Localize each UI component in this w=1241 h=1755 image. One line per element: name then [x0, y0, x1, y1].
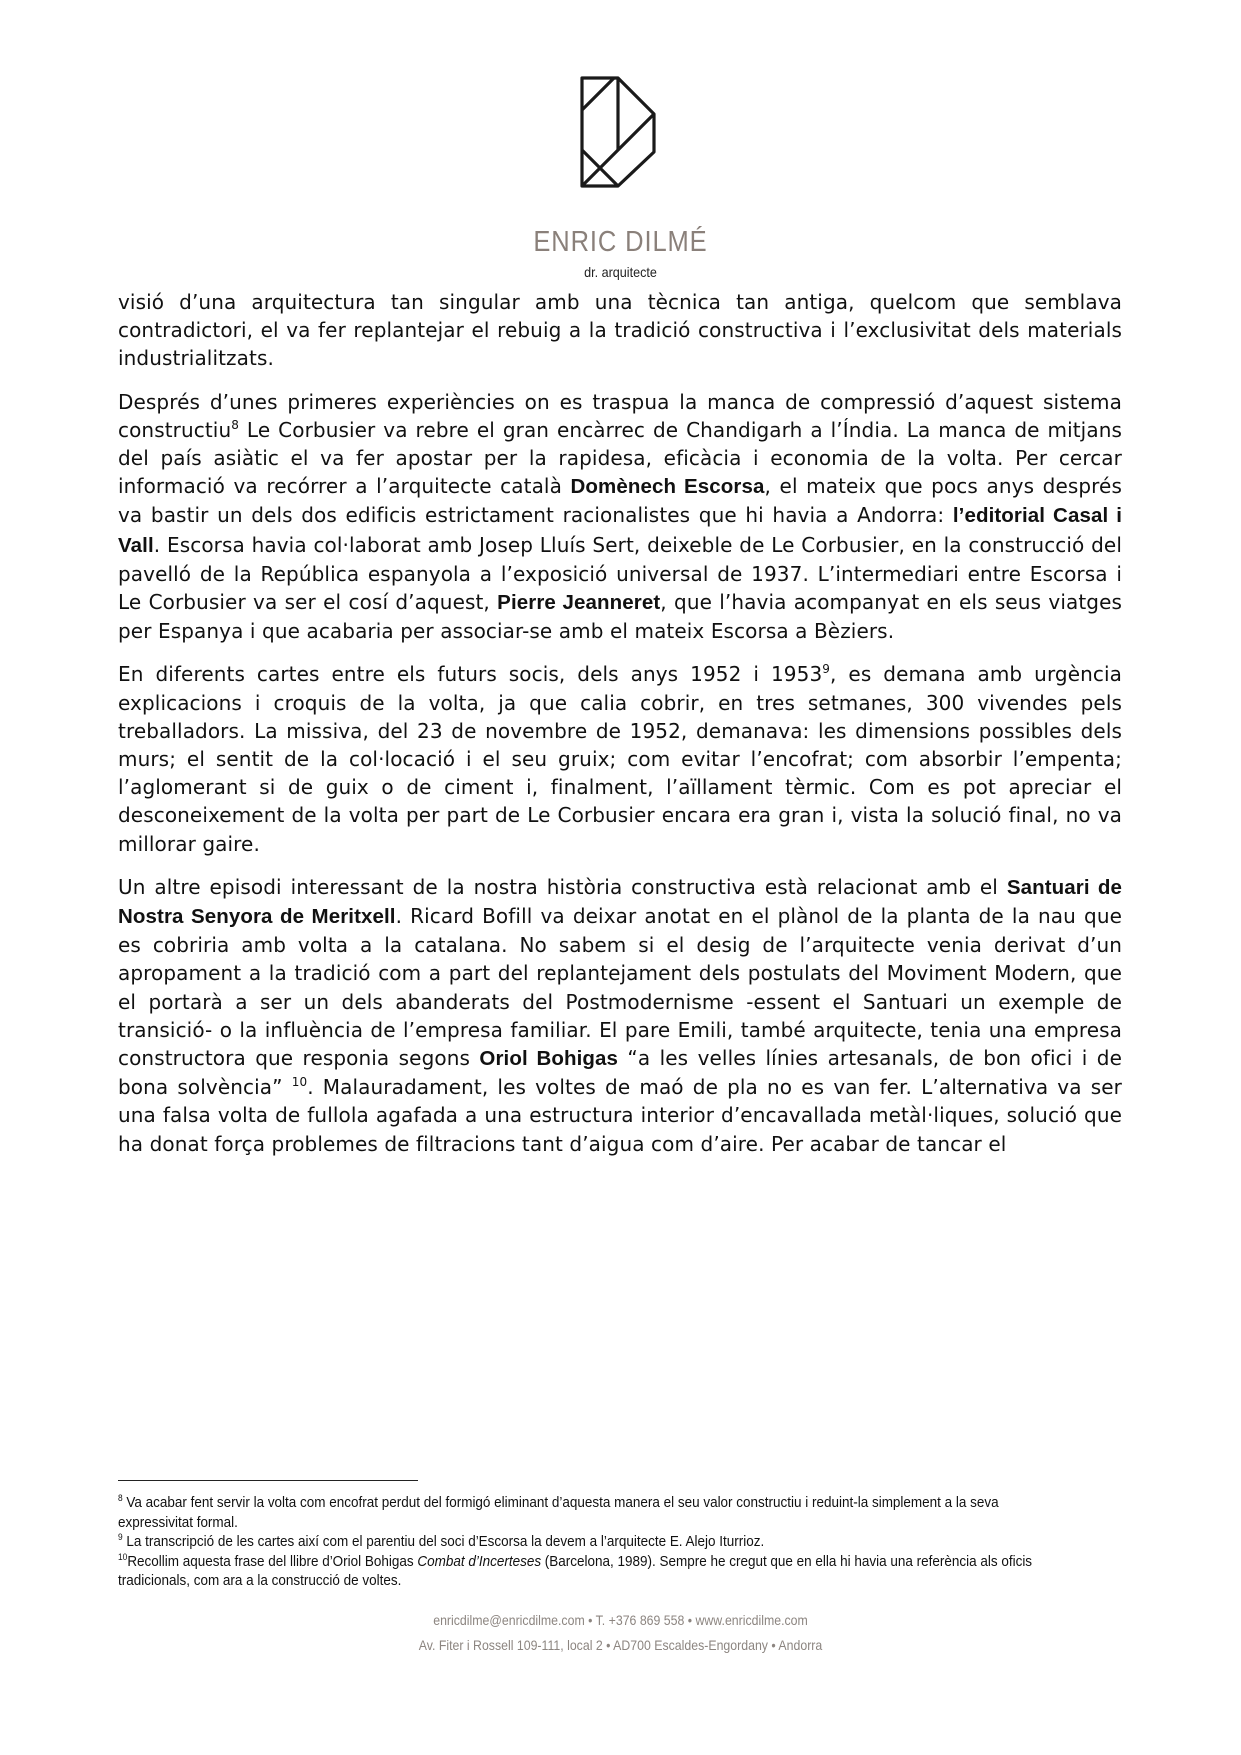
- text-segment: Després d’unes primeres experiències on es traspua la manca de compressió d’aquest sistema constructiu: [118, 389, 1122, 442]
- text-segment: visió d’una arquitectura tan singular amb una tècnica tan antiga, quelcom que semblava contradictori, el va fer replantejar el rebuig a la tradició constructiva i l’exclusivitat dels materials industrialitzats.: [118, 290, 1122, 371]
- footnote-10: [118, 1553, 1057, 1592]
- footnote-ref[interactable]: 9: [822, 662, 831, 677]
- text-segment: Le Corbusier va rebre el gran encàrrec de Chandigarh a l’Índia. La manca de mitjans del país asiàtic el va fer apostar per la rapidesa, eficàcia i economia de la volta. Per cercar informació va recórrer a l’arquitecte català: [118, 417, 1122, 499]
- paragraph: [118, 873, 1122, 1158]
- bold-name: Oriol Bohigas: [479, 1047, 619, 1071]
- brand-subtitle: dr. arquitecte: [584, 264, 657, 280]
- bold-name: Pierre Jeanneret: [497, 591, 661, 615]
- footnote-number: 9: [118, 1532, 123, 1542]
- text-segment: , es demana amb urgència explicacions i croquis de la volta, ja que calia cobrir, en tres setmanes, 300 vivendes pels treballadors. La missiva, del 23 de novembre de 1952, demanava: les dimensions possibles dels murs; el sentit de la col·locació i el seu gruix; com evitar l’encofrat; com absorbir l’empenta; l’aglomerant si de guix o de ciment i, finalment, l’aïllament tèrmic. Com es pot apreciar el desconeixement de la volta per part de Le Corbusier encara era gran i, vista la solució final, no va millorar gaire.: [118, 662, 1123, 856]
- brand-name: ENRIC DILMÉ: [533, 226, 708, 258]
- text-segment: “a les velles línies artesanals, de bon ofici i de bona solvència”: [118, 1046, 1122, 1100]
- footnote-8: [118, 1494, 1057, 1533]
- body-text: [118, 288, 1122, 1173]
- footer-contact: enricdilme@enricdilme.com • T. +376 869 558 • www.enricdilme.com: [433, 1612, 808, 1628]
- footer-address: Av. Fiter i Rossell 109-111, local 2 • AD700 Escaldes-Engordany • Andorra: [418, 1637, 823, 1653]
- book-title: Combat d’Incerteses: [417, 1553, 542, 1570]
- text-segment: . Escorsa havia col·laborat amb Josep Lluís Sert, deixeble de Le Corbusier, en la construcció del pavelló de la República espanyola a l’exposició universal de 1937. L’intermediari entre Escorsa i Le Corbusier va ser el cosí d’aquest,: [118, 532, 1122, 615]
- bold-name: l’editorial Casal i Vall: [118, 504, 1122, 557]
- paragraph: [118, 660, 1122, 857]
- bold-name: Santuari de Nostra Senyora de Meritxell: [118, 875, 1122, 929]
- paragraph: [118, 388, 1122, 646]
- text-segment: , que l’havia acompanyat en els seus viatges per Espanya i que acabaria per associar-se amb el mateix Escorsa a Bèziers.: [118, 590, 1122, 644]
- footnote-text: Va acabar fent servir la volta com encofrat perdut del formigó eliminant d’aquesta manera el seu valor constructiu i reduint-la simplement a la seva expressivitat formal.: [118, 1495, 999, 1531]
- footnote-separator: [118, 1480, 418, 1481]
- footnote-text: La transcripció de les cartes així com el parentiu del soci d’Escorsa la devem a l’arquitecte E. Alejo Iturrioz.: [122, 1534, 765, 1550]
- footnotes: [118, 1494, 1057, 1592]
- footnote-text: (Barcelona, 1989). Sempre he cregut que en ella hi havia una referència als oficis tradicionals, com ara a la construcció de voltes.: [118, 1553, 1033, 1589]
- text-segment: Un altre episodi interessant de la nostra història constructiva està relacionat amb el: [118, 874, 1007, 899]
- footnote-ref[interactable]: 8: [231, 417, 239, 432]
- bold-name: Domènech Escorsa: [570, 475, 765, 499]
- footnote-number: 8: [118, 1493, 123, 1503]
- footnote-number: 10: [118, 1551, 128, 1562]
- text-segment: . Ricard Bofill va deixar anotat en el plànol de la planta de la nau que es cobriria amb volta a la catalana. No sabem si el desig de l’arquitecte venia derivat d’un apropament a la tradició com a part del replantejament dels postulats del Moviment Modern, que el portarà a ser un dels abanderats del Postmodernisme -essent el Santuari un exemple de transició- o la influència de l’empresa familiar. El pare Emili, també arquitecte, tenia una empresa constructora que responia segons: [118, 904, 1122, 1071]
- footnote-9: [118, 1533, 1057, 1553]
- footnote-text: Recollim aquesta frase del llibre d’Oriol Bohigas: [127, 1553, 418, 1570]
- geometric-d-monogram-icon: [580, 76, 660, 188]
- text-segment: En diferents cartes entre els futurs socis, dels anys 1952 i 1953: [118, 662, 823, 687]
- paragraph: [118, 288, 1122, 373]
- footnote-ref[interactable]: 10: [291, 1075, 308, 1090]
- text-segment: , el mateix que pocs anys després va bastir un dels dos edificis estrictament racionalistes que hi havia a Andorra:: [118, 474, 1122, 528]
- text-segment: . Malauradament, les voltes de maó de pla no es van fer. L’alternativa va ser una falsa volta de fullola agafada a una estructura interior d’encavallada metàl·liques, solució que ha donat força problemes de filtracions tant d’aigua com d’aire. Per acabar de tancar el: [118, 1075, 1122, 1156]
